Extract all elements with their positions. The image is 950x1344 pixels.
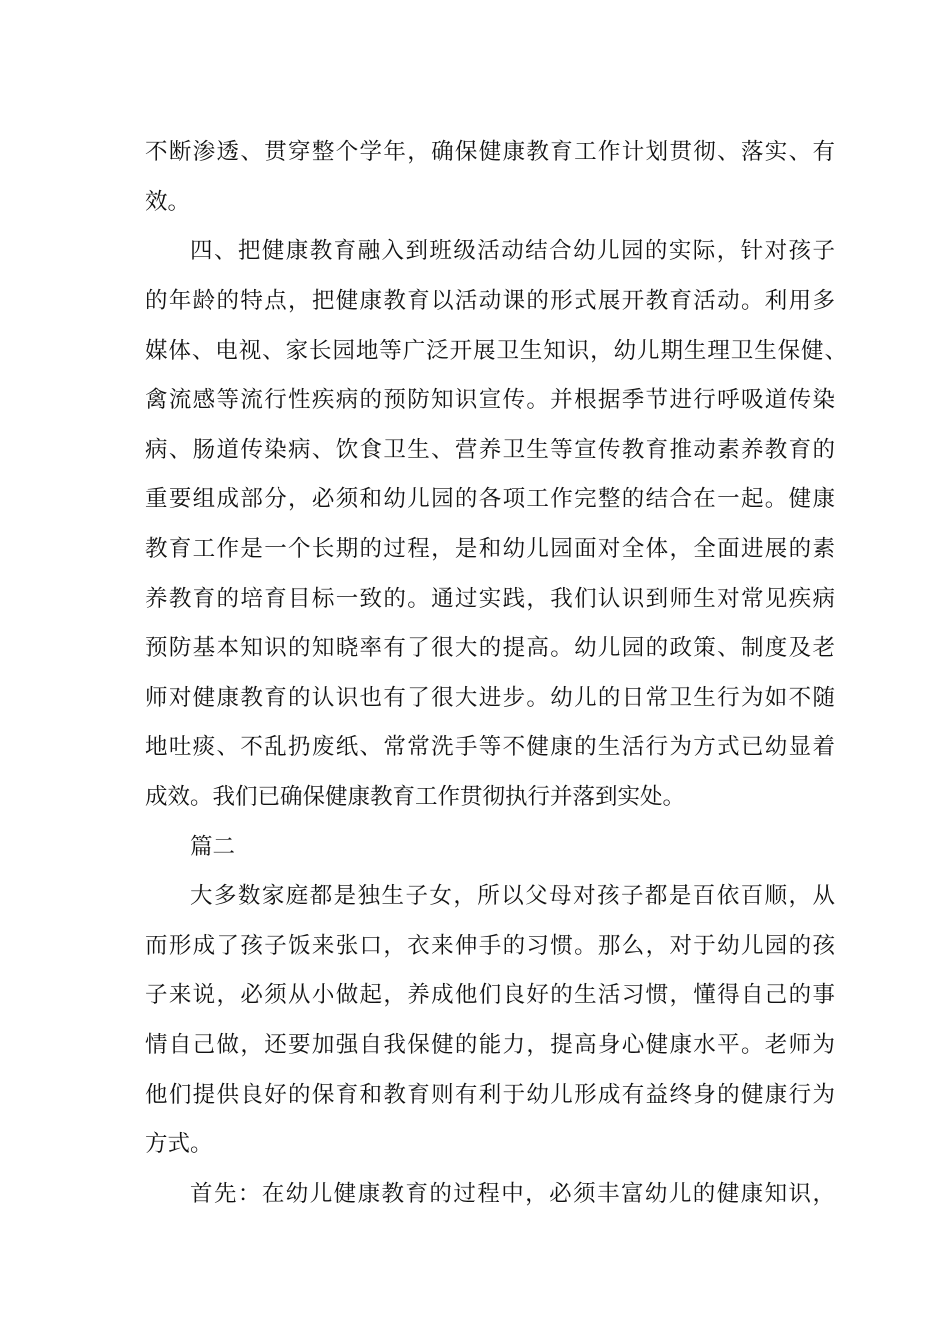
text-line: 情自己做，还要加强自我保健的能力，提高身心健康水平。老师为 (145, 1032, 835, 1058)
text-line: 效。 (145, 189, 191, 215)
text-line: 他们提供良好的保育和教育则有利于幼儿形成有益终身的健康行为 (145, 1082, 835, 1108)
text-line: 预防基本知识的知晓率有了很大的提高。幼儿园的政策、制度及老 (145, 635, 835, 661)
text-line: 的年龄的特点，把健康教育以活动课的形式展开教育活动。利用多 (145, 288, 835, 314)
text-line: 子来说，必须从小做起，养成他们良好的生活习惯，懂得自己的事 (145, 982, 835, 1008)
text-line: 地吐痰、不乱扔废纸、常常洗手等不健康的生活行为方式已幼显着 (145, 734, 835, 760)
text-line: 大多数家庭都是独生子女，所以父母对孩子都是百依百顺，从 (190, 883, 835, 909)
text-line: 教育工作是一个长期的过程，是和幼儿园面对全体，全面进展的素 (145, 536, 835, 562)
section-heading: 篇二 (190, 834, 236, 860)
text-line: 病、肠道传染病、饮食卫生、营养卫生等宣传教育推动素养教育的 (145, 437, 835, 463)
text-line: 禽流感等流行性疾病的预防知识宣传。并根据季节进行呼吸道传染 (145, 387, 835, 413)
text-line: 首先：在幼儿健康教育的过程中，必须丰富幼儿的健康知识， (190, 1181, 835, 1207)
text-line: 方式。 (145, 1131, 213, 1157)
text-line: 四、把健康教育融入到班级活动结合幼儿园的实际，针对孩子 (190, 238, 835, 264)
text-line: 媒体、电视、家长园地等广泛开展卫生知识，幼儿期生理卫生保健、 (145, 338, 847, 364)
text-line: 师对健康教育的认识也有了很大进步。幼儿的日常卫生行为如不随 (145, 685, 835, 711)
text-line: 重要组成部分，必须和幼儿园的各项工作完整的结合在一起。健康 (145, 486, 835, 512)
text-line: 不断渗透、贯穿整个学年，确保健康教育工作计划贯彻、落实、有 (145, 139, 835, 165)
text-line: 养教育的培育目标一致的。通过实践，我们认识到师生对常见疾病 (145, 586, 835, 612)
text-line: 而形成了孩子饭来张口，衣来伸手的习惯。那么，对于幼儿园的孩 (145, 933, 835, 959)
text-line: 成效。我们已确保健康教育工作贯彻执行并落到实处。 (145, 784, 686, 810)
